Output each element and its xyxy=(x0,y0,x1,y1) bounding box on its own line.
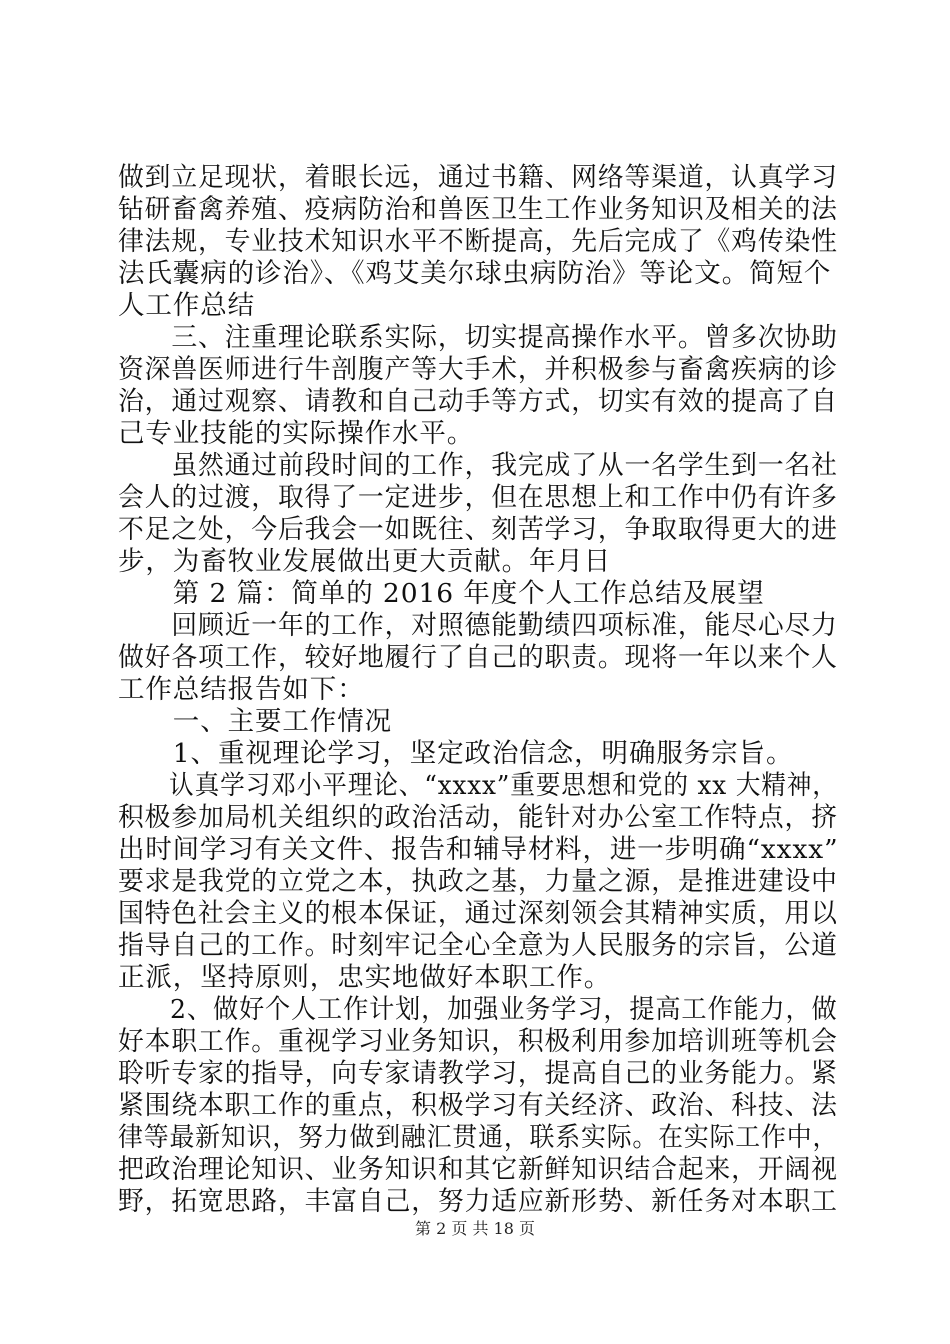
text-line: 三、注重理论联系实际，切实提高操作水平。曾多次协助 xyxy=(118,322,838,353)
text-line: 正派，坚持原则，忠实地做好本职工作。 xyxy=(118,962,612,993)
page-footer: 第 2 页 共 18 页 xyxy=(415,1219,535,1238)
text-line: 把政治理论知识、业务知识和其它新鲜知识结合起来，开阔视 xyxy=(118,1154,838,1185)
text-line: 指导自己的工作。时刻牢记全心全意为人民服务的宗旨，公道 xyxy=(118,930,838,961)
text-line: 钻研畜禽养殖、疫病防治和兽医卫生工作业务知识及相关的法 xyxy=(118,194,838,225)
text-line: 做好各项工作，较好地履行了自己的职责。现将一年以来个人 xyxy=(118,642,838,673)
text-line: 出时间学习有关文件、报告和辅导材料，进一步明确“xxxx” xyxy=(118,834,839,865)
text-line: 聆听专家的指导，向专家请教学习，提高自己的业务能力。紧 xyxy=(118,1058,838,1089)
text-line: 法氏囊病的诊治》、《鸡艾美尔球虫病防治》等论文。简短个 xyxy=(118,258,832,289)
text-line: 律法规，专业技术知识水平不断提高，先后完成了《鸡传染性 xyxy=(118,226,838,257)
text-line: 步，为畜牧业发展做出更大贡献。年月日 xyxy=(118,546,612,577)
text-line: 一、主要工作情况 xyxy=(118,706,392,737)
text-line: 人工作总结 xyxy=(118,290,255,321)
text-line: 己专业技能的实际操作水平。 xyxy=(118,418,475,449)
text-line: 资深兽医师进行牛剖腹产等大手术，并积极参与畜禽疾病的诊 xyxy=(118,354,838,385)
text-line: 认真学习邓小平理论、“xxxx”重要思想和党的 xx 大精神， xyxy=(118,770,838,801)
text-line: 野，拓宽思路，丰富自己，努力适应新形势、新任务对本职工 xyxy=(118,1186,838,1217)
text-line: 治，通过观察、请教和自己动手等方式，切实有效的提高了自 xyxy=(118,386,838,417)
text-line: 好本职工作。重视学习业务知识，积极利用参加培训班等机会 xyxy=(118,1026,838,1057)
text-line: 工作总结报告如下： xyxy=(118,674,365,705)
text-line: 律等最新知识，努力做到融汇贯通，联系实际。在实际工作中， xyxy=(118,1122,839,1153)
text-line: 2、做好个人工作计划，加强业务学习，提高工作能力，做 xyxy=(118,994,838,1025)
text-line: 做到立足现状，着眼长远，通过书籍、网络等渠道，认真学习 xyxy=(118,162,838,193)
text-line: 回顾近一年的工作，对照德能勤绩四项标准，能尽心尽力 xyxy=(118,610,838,641)
text-line: 要求是我党的立党之本，执政之基，力量之源，是推进建设中 xyxy=(118,866,838,897)
text-line: 虽然通过前段时间的工作，我完成了从一名学生到一名社 xyxy=(118,450,838,481)
text-line: 紧围绕本职工作的重点，积极学习有关经济、政治、科技、法 xyxy=(118,1090,838,1121)
text-line: 会人的过渡，取得了一定进步，但在思想上和工作中仍有许多 xyxy=(118,482,838,513)
text-line: 国特色社会主义的根本保证，通过深刻领会其精神实质，用以 xyxy=(118,898,838,929)
text-line: 积极参加局机关组织的政治活动，能针对办公室工作特点，挤 xyxy=(118,802,838,833)
text-line: 1、重视理论学习，坚定政治信念，明确服务宗旨。 xyxy=(118,738,794,769)
text-line: 不足之处，今后我会一如既往、刻苦学习，争取取得更大的进 xyxy=(118,514,838,545)
section-heading: 第 2 篇：简单的 2016 年度个人工作总结及展望 xyxy=(118,578,765,609)
